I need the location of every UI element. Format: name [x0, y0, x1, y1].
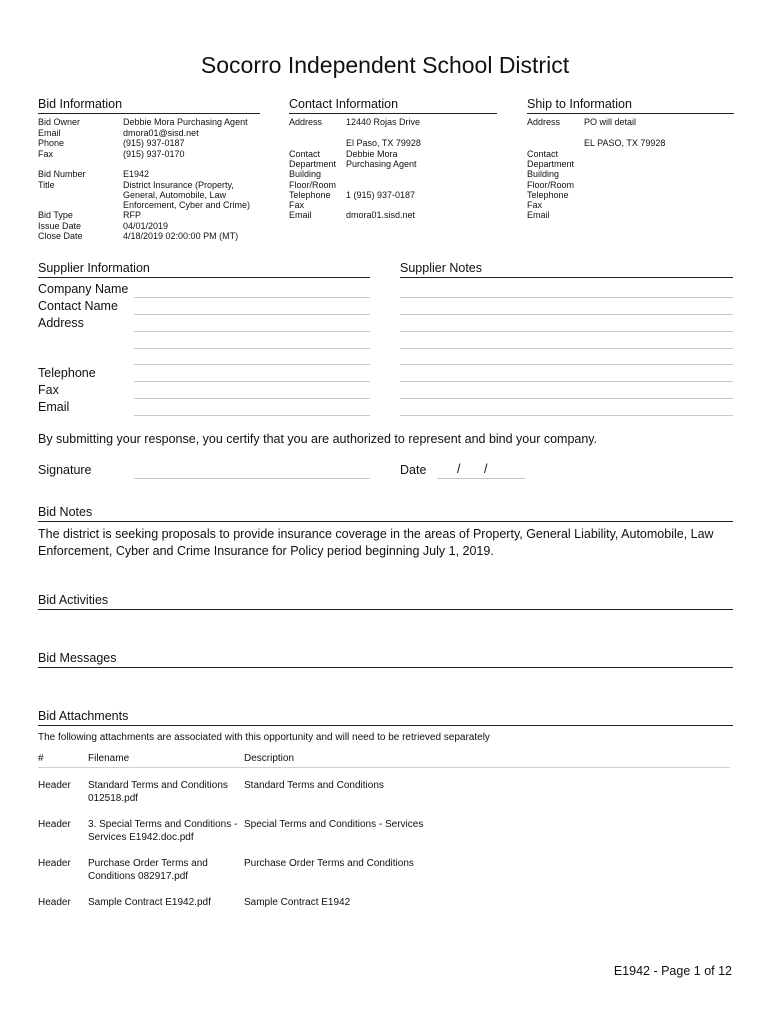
supplier-notes-line[interactable] [400, 331, 733, 332]
bid-info-label: Fax [38, 148, 54, 159]
signature-label: Signature [38, 463, 92, 477]
bid-activities-heading: Bid Activities [38, 593, 733, 610]
bid-owner-value: Debbie Mora Purchasing Agent [123, 117, 248, 127]
bid-title-line: District Insurance (Property, [123, 179, 234, 190]
attachment-description: Standard Terms and Conditions [244, 780, 384, 791]
bid-info-label: Bid Number [38, 169, 86, 179]
ship-address2-value: EL PASO, TX 79928 [584, 138, 666, 148]
ship-info-heading: Ship to Information [527, 97, 734, 114]
company-name-label: Company Name [38, 282, 129, 296]
supplier-notes-line[interactable] [400, 364, 733, 365]
contact-name-label: Contact Name [38, 299, 118, 313]
certify-text: By submitting your response, you certify that you are authorized to represent and bind your company. [38, 432, 598, 446]
supplier-notes-line[interactable] [400, 314, 733, 315]
contact-label: Telephone [289, 190, 331, 200]
bid-notes-text: The district is seeking proposals to provide insurance coverage in the areas of Property, General Liability, Automobile, Law Enforcement, Cyber and Crime Insurance for Policy period beginning July 1, 2019. [38, 527, 714, 558]
bid-title-line: Enforcement, Cyber and Crime) [123, 200, 251, 210]
supplier-info-heading: Supplier Information [38, 261, 370, 278]
attachment-filename-link[interactable]: Standard Terms and Conditions 012518.pdf [88, 780, 228, 804]
contact-label: Email [289, 210, 312, 220]
bid-fax-value: (915) 937-0170 [123, 148, 185, 159]
signature-field[interactable] [134, 478, 370, 479]
attachment-num: Header [38, 819, 71, 830]
attachment-filename-link[interactable]: Sample Contract E1942.pdf [88, 897, 211, 908]
contact-label: Fax [289, 200, 305, 210]
column-header-description: Description [244, 753, 295, 764]
email-label: Email [38, 400, 70, 414]
contact-label: Floor/Room [289, 179, 337, 190]
ship-label: Address [527, 117, 561, 127]
company-name-field[interactable] [134, 297, 370, 298]
address-field-line-3[interactable] [134, 364, 370, 365]
bid-notes-heading: Bid Notes [38, 505, 733, 522]
contact-label: Department [289, 159, 337, 169]
issue-date-value: 04/01/2019 [123, 220, 169, 231]
bid-title-line: General, Automobile, Law [123, 190, 227, 200]
contact-address1-value: 12440 Rojas Drive [346, 117, 421, 127]
attachments-intro: The following attachments are associated with this opportunity and will need to be retrieved separately [38, 732, 490, 743]
ship-address1-value: PO will detail [584, 117, 637, 127]
date-separator: / [457, 462, 461, 476]
contact-info-heading: Contact Information [289, 97, 497, 114]
bid-info-label: Bid Type [38, 210, 73, 220]
ship-label: Fax [527, 200, 543, 210]
close-date-value: 4/18/2019 02:00:00 PM (MT) [123, 231, 239, 241]
ship-label: Contact [527, 148, 559, 159]
ship-label: Floor/Room [527, 179, 575, 190]
ship-label: Telephone [527, 190, 569, 200]
fax-label: Fax [38, 383, 59, 397]
ship-label: Email [527, 210, 550, 220]
attachment-num: Header [38, 858, 71, 869]
attachment-filename-link[interactable]: Purchase Order Terms and Conditions 082917.pdf [88, 858, 208, 882]
supplier-notes-line[interactable] [400, 415, 733, 416]
bid-number-value: E1942 [123, 169, 150, 179]
address-label: Address [38, 316, 84, 330]
attachment-num: Header [38, 780, 71, 791]
ship-label: Building [527, 169, 560, 179]
attachment-filename-link[interactable]: 3. Special Terms and Conditions - Services E1942.doc.pdf [88, 819, 238, 843]
contact-department-value: Purchasing Agent [346, 159, 417, 169]
contact-address2-value: El Paso, TX 79928 [346, 138, 421, 148]
contact-label: Building [289, 169, 322, 179]
supplier-notes-heading: Supplier Notes [400, 261, 733, 278]
telephone-field[interactable] [134, 381, 370, 382]
contact-telephone-value: 1 (915) 937-0187 [346, 190, 416, 200]
bid-info-label: Close Date [38, 231, 83, 241]
attachment-description: Sample Contract E1942 [244, 897, 351, 908]
bid-messages-heading: Bid Messages [38, 651, 733, 668]
page-title: Socorro Independent School District [200, 52, 570, 78]
bid-info-label: Title [38, 179, 55, 190]
attachment-num: Header [38, 897, 71, 908]
date-label: Date [400, 463, 427, 477]
contact-email-value: dmora01.sisd.net [346, 210, 416, 220]
bid-info-heading: Bid Information [38, 97, 260, 114]
bid-email-value: dmora01@sisd.net [123, 127, 199, 138]
contact-label: Address [289, 117, 323, 127]
attachments-header-rule [38, 767, 730, 768]
supplier-notes-line[interactable] [400, 381, 733, 382]
fax-field[interactable] [134, 398, 370, 399]
ship-label: Department [527, 159, 575, 169]
bid-info-label: Email [38, 127, 61, 138]
bid-info-label: Bid Owner [38, 117, 81, 127]
bid-type-value: RFP [123, 210, 141, 220]
page-footer: E1942 - Page 1 of 12 [613, 964, 732, 978]
date-separator: / [484, 462, 488, 476]
column-header-filename: Filename [88, 753, 130, 764]
bid-phone-value: (915) 937-0187 [123, 138, 185, 148]
supplier-notes-line[interactable] [400, 297, 733, 298]
attachment-description: Special Terms and Conditions - Services [244, 819, 424, 830]
address-field-line-1[interactable] [134, 331, 370, 332]
attachment-description: Purchase Order Terms and Conditions [244, 858, 414, 869]
telephone-label: Telephone [38, 366, 96, 380]
contact-label: Contact [289, 148, 321, 159]
contact-name-value: Debbie Mora [346, 148, 398, 159]
bid-info-label: Issue Date [38, 220, 82, 231]
bid-attachments-heading: Bid Attachments [38, 709, 733, 726]
column-header-num: # [38, 753, 44, 764]
email-field[interactable] [134, 415, 370, 416]
contact-name-field[interactable] [134, 314, 370, 315]
bid-info-label: Phone [38, 138, 65, 148]
address-field-line-2[interactable] [134, 348, 370, 349]
supplier-notes-line[interactable] [400, 348, 733, 349]
supplier-notes-line[interactable] [400, 398, 733, 399]
date-field[interactable] [437, 478, 525, 479]
